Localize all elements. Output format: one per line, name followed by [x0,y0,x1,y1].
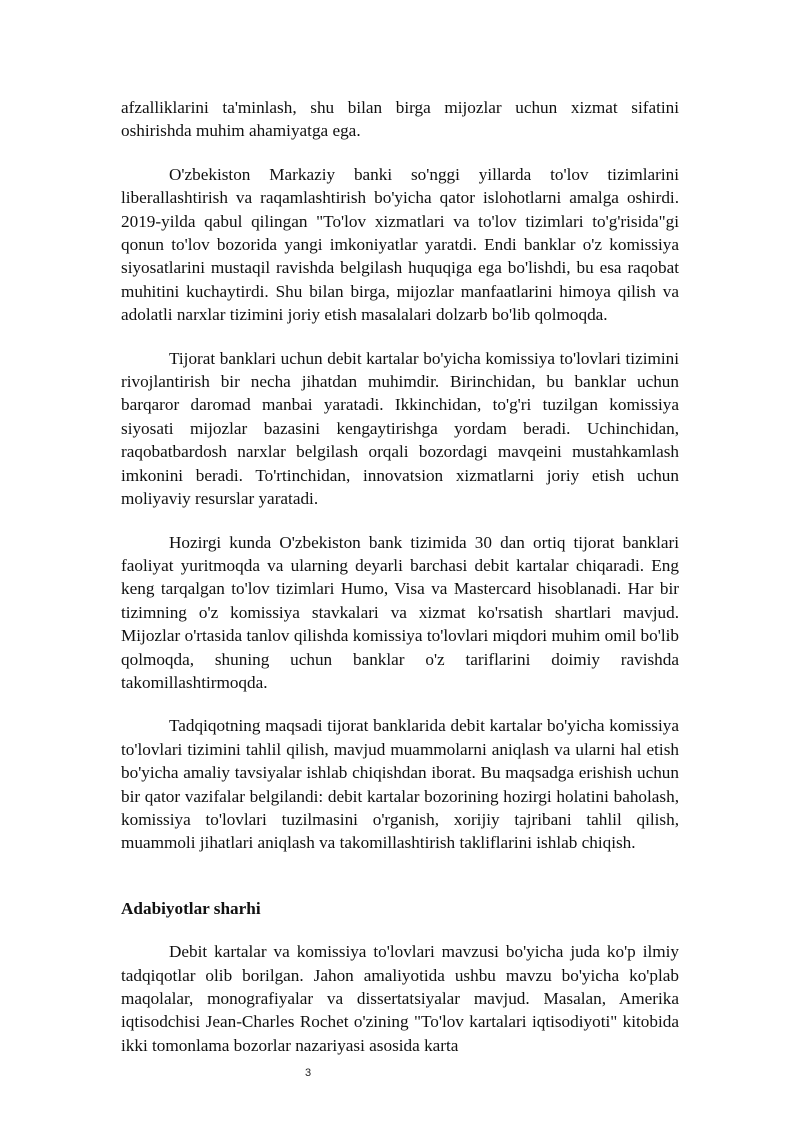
paragraph-gap [121,920,679,940]
body-paragraph: afzalliklarini ta'minlash, shu bilan birga mijozlar uchun xizmat sifatini oshirishda muhim ahamiyatga ega. [121,98,679,141]
body-paragraph: Tijorat banklari uchun debit kartalar bo'yicha komissiya to'lovlari tizimini rivojlantirish bir necha jihatdan muhimdir. Birinchidan, bu banklar uchun barqaror daromad manbai yaratadi. Ikkinchidan, to'g'ri tuzilgan komissiya siyosati mijozlar bazasini kengaytirishga yordam beradi. Uchinchidan, raqobatbardosh narxlar belgilash orqali bozordagi mavqeini mustahkamlash imkonini beradi. To'rtinchidan, innovatsion xizmatlarni joriy etish uchun moliyaviy resurslar yaratadi. [121,348,679,509]
page-body [121,96,679,1057]
body-paragraph: O'zbekiston Markaziy banki so'nggi yillarda to'lov tizimlarini liberallashtirish va raqamlashtirish bo'yicha qator islohotlarni amalga oshirdi. 2019-yilda qabul qilingan "To'lov xizmatlari va to'lov tizimlari to'g'risida"gi qonun to'lov bozorida yangi imkoniyatlar yaratdi. Endi banklar o'z komissiya siyosatlarini mustaqil ravishda belgilash huquqiga ega bo'lishdi, bu esa raqobat muhitini kuchaytirdi. Shu bilan birga, mijozlar manfaatlarini himoya qilish va adolatli narxlar tizimini joriy etish masalalari dolzarb bo'lib qolmoqda. [121,164,679,325]
paragraph-gap [121,694,679,714]
body-paragraph: Debit kartalar va komissiya to'lovlari mavzusi bo'yicha juda ko'p ilmiy tadqiqotlar olib borilgan. Jahon amaliyotida ushbu mavzu bo'yicha ko'plab maqolalar, monografiyalar va dissertatsiyalar mavjud. Masalan, Amerika iqtisodchisi Jean-Charles Rochet o'zining "To'lov kartalari iqtisodiyoti" kitobida ikki tomonlama bozorlar nazariyasi asosida karta [121,942,679,1055]
paragraph-gap [121,511,679,531]
section-heading: Adabiyotlar sharhi [121,898,261,918]
paragraph-gap [121,143,679,163]
body-paragraph: Hozirgi kunda O'zbekiston bank tizimida 30 dan ortiq tijorat banklari faoliyat yuritmoqda va ularning deyarli barchasi debit kartalar chiqaradi. Eng keng tarqalgan to'lov tizimlari Humo, Visa va Mastercard hisoblanadi. Har bir tizimning o'z komissiya stavkalari va xizmat ko'rsatish shartlari mavjud. Mijozlar o'rtasida tanlov qilishda komissiya to'lovlari miqdori muhim omil bo'lib qolmoqda, shuning uchun banklar o'z tariflarini doimiy ravishda takomillashtirmoqda. [121,532,679,692]
page-number: 3 [304,1067,312,1079]
paragraph-gap [121,327,679,347]
body-paragraph: Tadqiqotning maqsadi tijorat banklarida debit kartalar bo'yicha komissiya to'lovlari tizimini tahlil qilish, mavjud muammolarni aniqlash va ularni hal etish bo'yicha amaliy tavsiyalar ishlab chiqishdan iborat. Bu maqsadga erishish uchun bir qator vazifalar belgilandi: debit kartalar bozorining hozirgi holatini baholash, komissiya to'lovlari tuzilmasini o'rganish, xorijiy tajribani tahlil qilish, muammoli jihatlari aniqlash va takomillashtirish takliflarini ishlab chiqish. [121,716,679,853]
section-gap [121,855,679,897]
